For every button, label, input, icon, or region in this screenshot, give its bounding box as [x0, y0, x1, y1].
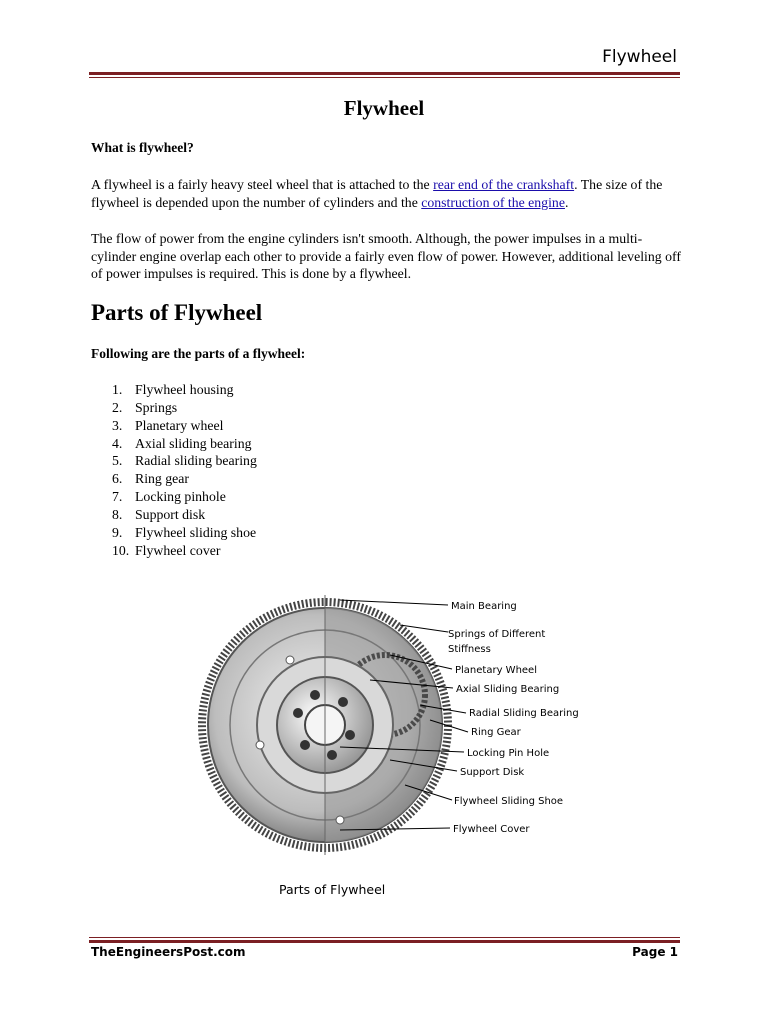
- footer-rule-thin: [89, 937, 680, 938]
- power-flow-paragraph: The flow of power from the engine cylinders isn't smooth. Although, the power impulses in a multi-cylinder engine overlap each other to provide a fairly even flow of power. However, additional leveling off of power impulses is required. This is done by a flywheel.: [91, 231, 681, 281]
- para1-text3: .: [564, 194, 569, 210]
- callout-support-disk: Support Disk: [460, 767, 525, 778]
- callout-planetary-wheel: Planetary Wheel: [455, 665, 537, 676]
- section-title: Parts of Flywheel: [91, 300, 263, 325]
- callout-labels: [448, 601, 579, 835]
- list-item: 5. Radial sliding bearing: [112, 453, 257, 469]
- list-item: 8. Support disk: [112, 506, 206, 522]
- list-item: 2. Springs: [112, 399, 178, 415]
- callout-flywheel-sliding-shoe: Flywheel Sliding Shoe: [454, 796, 564, 807]
- footer-site: TheEngineersPost.com: [91, 945, 246, 959]
- callout-main-bearing: Main Bearing: [451, 601, 517, 612]
- callout-ring-gear: Ring Gear: [471, 727, 521, 738]
- link-rear-end-crankshaft[interactable]: rear end of the crankshaft: [433, 177, 575, 192]
- figure-caption: Parts of Flywheel: [279, 882, 386, 897]
- flywheel-drawing: [202, 595, 448, 855]
- callout-flywheel-cover: Flywheel Cover: [453, 824, 530, 835]
- list-item: 7. Locking pinhole: [112, 489, 226, 505]
- callout-axial-sliding-bearing: Axial Sliding Bearing: [456, 684, 560, 695]
- callout-stiffness: Stiffness: [448, 644, 491, 655]
- intro-paragraph: [91, 176, 686, 211]
- link-construction-engine[interactable]: construction of the engine: [421, 194, 565, 210]
- list-item: 6. Ring gear: [112, 471, 190, 487]
- parts-list: [112, 381, 257, 559]
- footer-page-number: Page 1: [632, 945, 678, 959]
- list-item: 4. Axial sliding bearing: [112, 435, 252, 451]
- question-heading: What is flywheel?: [91, 140, 194, 155]
- header-title: Flywheel: [602, 47, 677, 67]
- document-title: Flywheel: [343, 96, 425, 120]
- callout-springs: Springs of Different: [448, 629, 546, 640]
- list-item: 1. Flywheel housing: [112, 382, 234, 397]
- footer-rule: [89, 940, 680, 943]
- callout-locking-pin-hole: Locking Pin Hole: [467, 748, 550, 759]
- list-item: 3. Planetary wheel: [112, 417, 224, 433]
- header-rule: [89, 72, 680, 75]
- list-intro: Following are the parts of a flywheel:: [91, 346, 306, 361]
- header-rule-thin: [89, 77, 680, 78]
- para1-text1: A flywheel is a fairly heavy steel wheel that is attached to the: [91, 177, 434, 192]
- list-item: 9. Flywheel sliding shoe: [112, 524, 257, 540]
- para1-text2: . The size of the flywheel is depended upon the number of cylinders and the: [91, 177, 663, 210]
- list-item: 10. Flywheel cover: [112, 542, 221, 558]
- callout-radial-sliding-bearing: Radial Sliding Bearing: [469, 708, 579, 719]
- flywheel-figure: [190, 575, 580, 905]
